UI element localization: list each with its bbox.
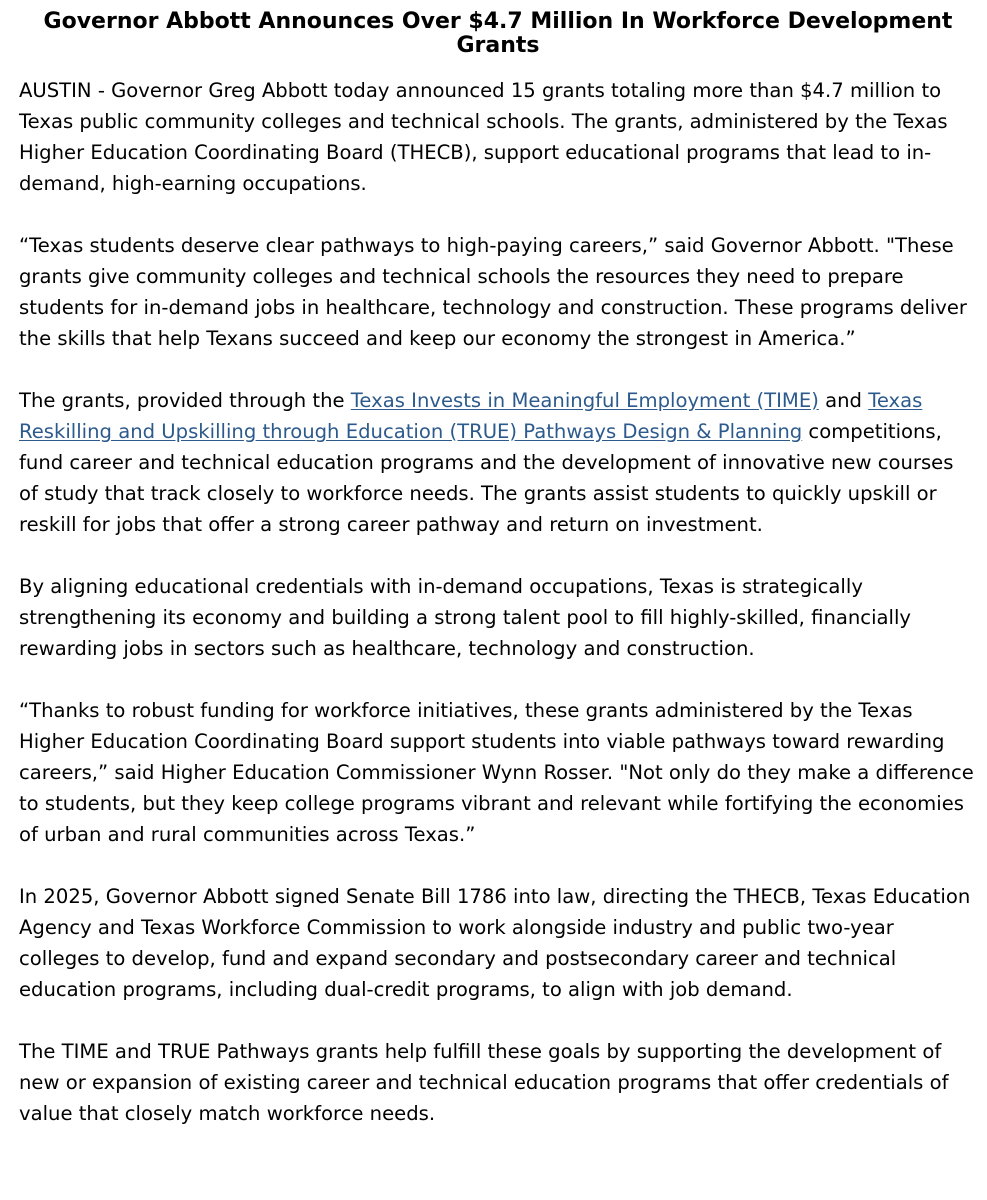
intro-paragraph: AUSTIN - Governor Greg Abbott today announced 15 grants totaling more than $4.7 million to Texas public community colleges and technical schools. The grants, administered by the Texas Higher Education Coordinating Board (THECB), support educational programs that lead to in-demand, high-earning occupations. <box>19 79 948 195</box>
article-title: Governor Abbott Announces Over $4.7 Million In Workforce Development Grants <box>43 9 953 58</box>
time-program-link[interactable]: Texas Invests in Meaningful Employment (TIME) <box>350 389 819 412</box>
grants-text-middle: and <box>818 389 869 412</box>
true-pathways-link[interactable]: Texas Reskilling and Upskilling through Education (TRUE) Pathways Design & Planning <box>19 389 923 443</box>
grants-text-after: competitions, fund career and technical education programs and the development of innovative new courses of study that track closely to workforce needs. The grants assist students to quickly upskill or reskill for jobs that offer a strong career pathway and return on investment. <box>19 420 954 536</box>
grants-paragraph <box>19 385 977 540</box>
commissioner-quote-paragraph: “Thanks to robust funding for workforce initiatives, these grants administered by the Texas Higher Education Coordinating Board support students into viable pathways toward rewarding careers,” said Higher Education Commissioner Wynn Rosser. "Not only do they make a difference to students, but they keep college programs vibrant and relevant while fortifying the economies of urban and rural communities across Texas.” <box>19 699 974 846</box>
governor-quote-paragraph: “Texas students deserve clear pathways to high-paying careers,” said Governor Abbott. "These grants give community colleges and technical schools the resources they need to prepare students for in-demand jobs in healthcare, technology and construction. These programs deliver the skills that help Texans succeed and keep our economy the strongest in America.” <box>19 234 967 350</box>
closing-paragraph: The TIME and TRUE Pathways grants help fulfill these goals by supporting the development of new or expansion of existing career and technical education programs that offer credentials of value that closely match workforce needs. <box>19 1040 949 1125</box>
alignment-paragraph: By aligning educational credentials with in-demand occupations, Texas is strategically strengthening its economy and building a strong talent pool to fill highly-skilled, financially rewarding jobs in sectors such as healthcare, technology and construction. <box>19 575 912 660</box>
grants-text-before: The grants, provided through the <box>19 389 351 412</box>
senate-bill-paragraph: In 2025, Governor Abbott signed Senate Bill 1786 into law, directing the THECB, Texas Education Agency and Texas Workforce Commission to work alongside industry and public two-year colleges to develop, fund and expand secondary and postsecondary career and technical education programs, including dual-credit programs, to align with job demand. <box>19 885 971 1001</box>
